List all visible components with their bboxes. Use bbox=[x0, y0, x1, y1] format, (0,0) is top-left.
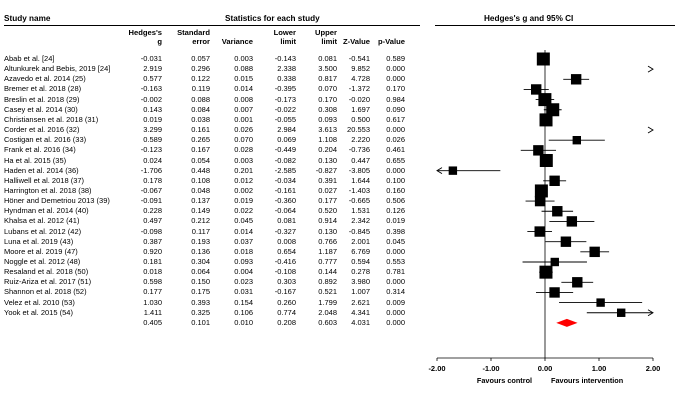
favours-intervention-label: Favours intervention bbox=[551, 376, 624, 385]
row-p: 0.314 bbox=[386, 287, 405, 297]
row-lower: -0.395 bbox=[274, 84, 296, 94]
row-z: -1.403 bbox=[348, 185, 370, 195]
row-g: 0.387 bbox=[143, 236, 162, 246]
row-se: 0.448 bbox=[191, 165, 210, 175]
study-name-header: Study name bbox=[4, 14, 51, 23]
point-estimate-marker bbox=[551, 258, 559, 266]
row-g: 1.030 bbox=[143, 297, 162, 307]
row-var: 0.023 bbox=[234, 277, 253, 287]
row-lower: -0.022 bbox=[274, 104, 296, 114]
row-lower: 0.654 bbox=[277, 246, 296, 256]
row-g: 0.178 bbox=[143, 175, 162, 185]
row-g: 2.919 bbox=[143, 64, 162, 74]
row-study-name: Halliwell et al. 2018 (37) bbox=[4, 175, 85, 185]
row-g: -0.098 bbox=[140, 226, 162, 236]
row-z: -1.372 bbox=[348, 84, 370, 94]
row-z: 0.278 bbox=[351, 267, 370, 277]
row-upper: 0.130 bbox=[318, 226, 337, 236]
row-p: 0.160 bbox=[386, 185, 405, 195]
row-g: 0.598 bbox=[143, 277, 162, 287]
row-p: 0.000 bbox=[386, 64, 405, 74]
row-g: -0.163 bbox=[140, 84, 162, 94]
row-var: 0.014 bbox=[234, 84, 253, 94]
row-lower: -0.161 bbox=[274, 185, 296, 195]
row-study-name: Bremer et al. 2018 (28) bbox=[4, 84, 82, 94]
row-upper: 0.391 bbox=[318, 175, 337, 185]
row-z: 6.769 bbox=[351, 246, 370, 256]
row-se: 0.149 bbox=[191, 206, 210, 216]
row-study-name: Moore et al. 2019 (47) bbox=[4, 246, 78, 256]
point-estimate-marker bbox=[596, 298, 604, 306]
row-study-name: Ha et al. 2015 (35) bbox=[4, 155, 67, 165]
row-upper: 0.130 bbox=[318, 155, 337, 165]
row-lower: 0.260 bbox=[277, 297, 296, 307]
point-estimate-marker bbox=[549, 176, 559, 186]
point-estimate-marker bbox=[540, 113, 553, 126]
row-p: 0.026 bbox=[386, 135, 405, 145]
row-z: -0.736 bbox=[348, 145, 370, 155]
row-lower: -0.173 bbox=[274, 94, 296, 104]
row-lower: -0.064 bbox=[274, 206, 296, 216]
point-estimate-marker bbox=[617, 309, 625, 317]
row-g: 0.143 bbox=[143, 104, 162, 114]
row-z: 4.728 bbox=[351, 74, 370, 84]
point-estimate-marker bbox=[539, 266, 552, 279]
row-z: 4.341 bbox=[351, 307, 370, 317]
row-study-name: Casey et al. 2014 (30) bbox=[4, 104, 78, 114]
row-lower: -0.034 bbox=[274, 175, 296, 185]
row-p: 0.589 bbox=[386, 54, 405, 63]
row-upper: 0.892 bbox=[318, 277, 337, 287]
row-z: 1.531 bbox=[351, 206, 370, 216]
row-g: 0.177 bbox=[143, 287, 162, 297]
row-lower: 0.008 bbox=[277, 236, 296, 246]
point-estimate-marker bbox=[533, 145, 543, 155]
row-g: 0.577 bbox=[143, 74, 162, 84]
row-upper: 1.799 bbox=[318, 297, 337, 307]
row-lower: 0.338 bbox=[277, 74, 296, 84]
point-estimate-marker bbox=[535, 226, 545, 236]
row-upper: 0.204 bbox=[318, 145, 337, 155]
column-header-g: Hedges's g bbox=[128, 28, 162, 46]
row-var: 0.026 bbox=[234, 125, 253, 135]
row-se: 0.088 bbox=[191, 94, 210, 104]
row-var: 0.007 bbox=[234, 104, 253, 114]
row-var: 0.022 bbox=[234, 206, 253, 216]
row-var: 0.031 bbox=[234, 287, 253, 297]
x-tick-label: 2.00 bbox=[645, 364, 661, 373]
row-z: 0.447 bbox=[351, 155, 370, 165]
plot-title: Hedges's g and 95% CI bbox=[484, 14, 574, 23]
point-estimate-marker bbox=[561, 237, 571, 247]
point-estimate-marker bbox=[549, 287, 559, 297]
row-g: -0.031 bbox=[140, 54, 162, 63]
row-var: 0.106 bbox=[234, 307, 253, 317]
row-study-name: Corder et al. 2016 (32) bbox=[4, 125, 80, 135]
row-upper: 0.520 bbox=[318, 206, 337, 216]
row-var: 0.001 bbox=[234, 114, 253, 124]
row-upper: 0.144 bbox=[318, 267, 337, 277]
row-study-name: Frank et al. 2016 (34) bbox=[4, 145, 76, 155]
row-g: 0.018 bbox=[143, 267, 162, 277]
row-se: 0.057 bbox=[191, 54, 210, 63]
row-study-name: Christiansen et al. 2018 (31) bbox=[4, 114, 99, 124]
row-lower: -0.143 bbox=[274, 54, 296, 63]
row-z: 20.553 bbox=[347, 125, 370, 135]
row-lower: -0.082 bbox=[274, 155, 296, 165]
row-study-name: Khalsa et al. 2012 (41) bbox=[4, 216, 80, 226]
row-z: 0.594 bbox=[351, 257, 370, 266]
row-upper: 0.081 bbox=[318, 54, 337, 63]
row-z: 1.644 bbox=[351, 175, 370, 185]
row-var: 0.028 bbox=[234, 145, 253, 155]
row-lower: 2.338 bbox=[277, 64, 296, 74]
row-upper: 0.766 bbox=[318, 236, 337, 246]
ci-arrow-right bbox=[648, 127, 653, 133]
row-lower: -0.167 bbox=[274, 287, 296, 297]
row-study-name: Velez et al. 2010 (53) bbox=[4, 297, 75, 307]
row-study-name: Breslin et al. 2018 (29) bbox=[4, 94, 80, 104]
row-p: 0.506 bbox=[386, 196, 405, 206]
row-p: 0.000 bbox=[386, 165, 405, 175]
row-p: 0.019 bbox=[386, 216, 405, 226]
row-g: -0.091 bbox=[140, 196, 162, 206]
row-g: -1.706 bbox=[140, 165, 162, 175]
row-lower: -0.108 bbox=[274, 267, 296, 277]
row-study-name: Abab et al. [24] bbox=[4, 54, 55, 63]
row-g: 0.019 bbox=[143, 114, 162, 124]
row-lower: -0.360 bbox=[274, 196, 296, 206]
row-se: 0.108 bbox=[191, 175, 210, 185]
row-study-name: Luna et al. 2019 (43) bbox=[4, 236, 74, 246]
row-upper: 0.914 bbox=[318, 216, 337, 226]
row-z: 2.621 bbox=[351, 297, 370, 307]
point-estimate-marker bbox=[531, 84, 541, 94]
row-study-name: Lubans et al. 2012 (42) bbox=[4, 226, 82, 236]
row-g: 0.228 bbox=[143, 206, 162, 216]
row-var: 0.045 bbox=[234, 216, 253, 226]
point-estimate-marker bbox=[537, 53, 550, 66]
row-p: 0.655 bbox=[386, 155, 405, 165]
row-var: 0.018 bbox=[234, 246, 253, 256]
row-g: -0.067 bbox=[140, 185, 162, 195]
row-upper: -0.827 bbox=[315, 165, 337, 175]
point-estimate-marker bbox=[540, 154, 553, 167]
row-upper: 0.093 bbox=[318, 114, 337, 124]
summary-se: 0.101 bbox=[191, 317, 210, 327]
row-lower: 0.069 bbox=[277, 135, 296, 145]
row-upper: 0.177 bbox=[318, 196, 337, 206]
row-p: 0.398 bbox=[386, 226, 405, 236]
row-g: -0.002 bbox=[140, 94, 162, 104]
row-var: 0.004 bbox=[234, 267, 253, 277]
row-var: 0.003 bbox=[234, 155, 253, 165]
point-estimate-marker bbox=[535, 184, 548, 197]
summary-lower: 0.208 bbox=[277, 317, 296, 327]
row-p: 0.000 bbox=[386, 246, 405, 256]
row-var: 0.002 bbox=[234, 185, 253, 195]
row-se: 0.161 bbox=[191, 125, 210, 135]
row-se: 0.136 bbox=[191, 246, 210, 256]
row-g: 1.411 bbox=[143, 307, 162, 317]
row-p: 0.009 bbox=[386, 297, 405, 307]
ci-arrow-right bbox=[648, 66, 653, 72]
row-study-name: Shannon et al. 2018 (52) bbox=[4, 287, 87, 297]
row-se: 0.054 bbox=[191, 155, 210, 165]
row-z: 1.697 bbox=[351, 104, 370, 114]
row-se: 0.265 bbox=[191, 135, 210, 145]
summary-diamond bbox=[556, 319, 577, 327]
summary-g: 0.405 bbox=[143, 317, 162, 327]
row-z: 0.500 bbox=[351, 114, 370, 124]
stats-title: Statistics for each study bbox=[225, 14, 320, 23]
point-estimate-marker bbox=[552, 206, 562, 216]
row-p: 0.984 bbox=[386, 94, 405, 104]
row-z: -0.020 bbox=[348, 94, 370, 104]
row-p: 0.000 bbox=[386, 125, 405, 135]
row-z: 9.852 bbox=[351, 64, 370, 74]
row-se: 0.048 bbox=[191, 185, 210, 195]
row-z: 2.220 bbox=[351, 135, 370, 145]
column-header-z: Z-Value bbox=[342, 37, 370, 46]
row-p: 0.000 bbox=[386, 307, 405, 317]
x-tick-label: -1.00 bbox=[482, 364, 500, 373]
row-z: 2.001 bbox=[351, 236, 370, 246]
row-se: 0.064 bbox=[191, 267, 210, 277]
point-estimate-marker bbox=[567, 216, 577, 226]
row-lower: 0.303 bbox=[277, 277, 296, 287]
row-lower: -0.449 bbox=[274, 145, 296, 155]
row-z: 2.342 bbox=[351, 216, 370, 226]
row-lower: -0.416 bbox=[274, 257, 296, 266]
column-header-lower: Lower limit bbox=[273, 28, 296, 46]
row-var: 0.014 bbox=[234, 226, 253, 236]
row-lower: -0.327 bbox=[274, 226, 296, 236]
row-z: -3.805 bbox=[348, 165, 370, 175]
summary-p: 0.000 bbox=[386, 317, 405, 327]
row-study-name: Azavedo et al. 2014 (25) bbox=[4, 74, 86, 84]
row-se: 0.296 bbox=[191, 64, 210, 74]
point-estimate-marker bbox=[571, 74, 581, 84]
row-p: 0.781 bbox=[386, 267, 405, 277]
row-se: 0.038 bbox=[191, 114, 210, 124]
row-se: 0.150 bbox=[191, 277, 210, 287]
row-study-name: Noggle et al. 2012 (48) bbox=[4, 257, 81, 266]
row-z: -0.541 bbox=[348, 54, 370, 63]
row-g: 0.181 bbox=[143, 257, 162, 266]
row-g: 0.920 bbox=[143, 246, 162, 256]
column-header-se: Standard error bbox=[177, 28, 210, 46]
row-p: 0.170 bbox=[386, 84, 405, 94]
x-tick-label: 0.00 bbox=[537, 364, 553, 373]
row-z: -0.845 bbox=[348, 226, 370, 236]
point-estimate-marker bbox=[535, 196, 545, 206]
row-var: 0.037 bbox=[234, 236, 253, 246]
row-var: 0.008 bbox=[234, 94, 253, 104]
row-study-name: Harrington et al. 2018 (38) bbox=[4, 185, 92, 195]
favours-control-label: Favours control bbox=[476, 376, 533, 385]
summary-var: 0.010 bbox=[234, 317, 253, 327]
summary-z: 4.031 bbox=[351, 317, 370, 327]
row-var: 0.154 bbox=[234, 297, 253, 307]
row-var: 0.201 bbox=[234, 165, 253, 175]
row-p: 0.461 bbox=[386, 145, 405, 155]
row-g: 3.299 bbox=[143, 125, 162, 135]
x-tick-label: -2.00 bbox=[428, 364, 446, 373]
row-se: 0.193 bbox=[191, 236, 210, 246]
column-header-upper: Upper limit bbox=[315, 28, 337, 46]
row-se: 0.167 bbox=[191, 145, 210, 155]
row-z: 3.980 bbox=[351, 277, 370, 287]
row-var: 0.012 bbox=[234, 175, 253, 185]
row-study-name: Resaland et al. 2018 (50) bbox=[4, 267, 89, 277]
row-p: 0.617 bbox=[386, 114, 405, 124]
row-upper: 0.027 bbox=[318, 185, 337, 195]
row-var: 0.088 bbox=[234, 64, 253, 74]
row-z: -0.665 bbox=[348, 196, 370, 206]
row-se: 0.393 bbox=[191, 297, 210, 307]
row-se: 0.137 bbox=[191, 196, 210, 206]
row-se: 0.175 bbox=[191, 287, 210, 297]
row-z: 1.007 bbox=[351, 287, 370, 297]
row-lower: 2.984 bbox=[277, 125, 296, 135]
row-se: 0.117 bbox=[191, 226, 210, 236]
row-upper: 3.613 bbox=[318, 125, 337, 135]
row-p: 0.090 bbox=[386, 104, 405, 114]
x-tick-label: 1.00 bbox=[591, 364, 607, 373]
row-var: 0.003 bbox=[234, 54, 253, 63]
point-estimate-marker bbox=[449, 166, 457, 174]
row-upper: 0.170 bbox=[318, 94, 337, 104]
column-header-p: p-Value bbox=[377, 37, 405, 46]
row-p: 0.000 bbox=[386, 74, 405, 84]
row-se: 0.304 bbox=[191, 257, 210, 266]
row-var: 0.019 bbox=[234, 196, 253, 206]
row-p: 0.100 bbox=[386, 175, 405, 185]
row-upper: 3.500 bbox=[318, 64, 337, 74]
row-se: 0.212 bbox=[191, 216, 210, 226]
point-estimate-marker bbox=[573, 136, 581, 144]
row-upper: 1.187 bbox=[318, 246, 337, 256]
row-p: 0.126 bbox=[386, 206, 405, 216]
row-p: 0.000 bbox=[386, 277, 405, 287]
row-g: 0.024 bbox=[143, 155, 162, 165]
point-estimate-marker bbox=[572, 277, 582, 287]
row-se: 0.325 bbox=[191, 307, 210, 317]
row-lower: -2.585 bbox=[274, 165, 296, 175]
row-study-name: Haden et al. 2014 (36) bbox=[4, 165, 79, 175]
row-upper: 0.308 bbox=[318, 104, 337, 114]
row-study-name: Hyndman et al. 2014 (40) bbox=[4, 206, 89, 216]
row-study-name: Höner and Demetriou 2013 (39) bbox=[4, 196, 110, 206]
row-upper: 0.777 bbox=[318, 257, 337, 266]
row-upper: 0.817 bbox=[318, 74, 337, 84]
row-study-name: Altunkurek and Bebis, 2019 [24] bbox=[4, 64, 111, 74]
row-se: 0.119 bbox=[191, 84, 210, 94]
row-upper: 2.048 bbox=[318, 307, 337, 317]
row-g: 0.589 bbox=[143, 135, 162, 145]
row-study-name: Yook et al. 2015 (54) bbox=[4, 307, 73, 317]
row-var: 0.093 bbox=[234, 257, 253, 266]
row-lower: 0.081 bbox=[277, 216, 296, 226]
row-lower: 0.774 bbox=[277, 307, 296, 317]
row-se: 0.084 bbox=[191, 104, 210, 114]
row-study-name: Costigan et al. 2016 (33) bbox=[4, 135, 87, 145]
row-upper: 0.070 bbox=[318, 84, 337, 94]
row-g: 0.497 bbox=[143, 216, 162, 226]
point-estimate-marker bbox=[589, 247, 599, 257]
row-g: -0.123 bbox=[140, 145, 162, 155]
row-upper: 1.108 bbox=[318, 135, 337, 145]
row-se: 0.122 bbox=[191, 74, 210, 84]
row-p: 0.045 bbox=[386, 236, 405, 246]
column-header-var: Variance bbox=[221, 37, 253, 46]
row-lower: -0.055 bbox=[274, 114, 296, 124]
row-upper: 0.521 bbox=[318, 287, 337, 297]
row-var: 0.070 bbox=[234, 135, 253, 145]
row-var: 0.015 bbox=[234, 74, 253, 84]
row-p: 0.553 bbox=[386, 257, 405, 266]
summary-upper: 0.603 bbox=[318, 317, 337, 327]
row-study-name: Ruiz-Ariza et al. 2017 (51) bbox=[4, 277, 92, 287]
